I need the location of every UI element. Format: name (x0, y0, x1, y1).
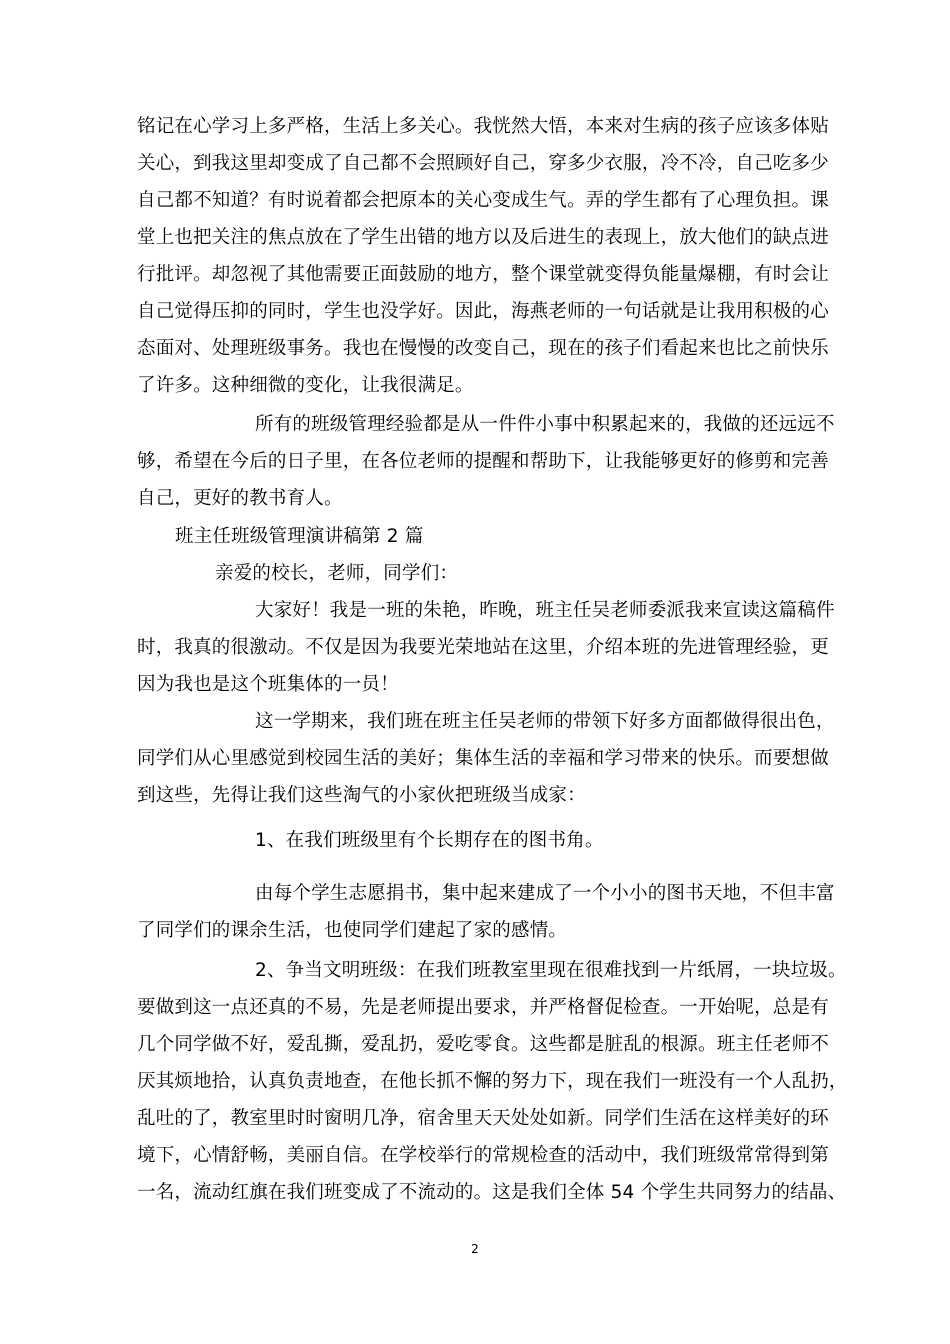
text-line: 态面对、处理班级事务。我也在慢慢的改变自己，现在的孩子们看起来也比之前快乐 (137, 338, 829, 359)
list-item: 2、争当文明班级：在我们班教室里现在很难找到一片纸屑，一块垃圾。 (255, 960, 847, 981)
text-line: 大家好！我是一班的朱艳，昨晚，班主任吴老师委派我来宣读这篇稿件 (255, 600, 835, 621)
text-line: 自己，更好的教书育人。 (137, 488, 343, 509)
text-line: 这一学期来，我们班在班主任吴老师的带领下好多方面都做得很出色， (255, 711, 835, 732)
page-number: 2 (471, 1242, 479, 1256)
text-line: 时，我真的很激动。不仅是因为我要光荣地站在这里，介绍本班的先进管理经验，更 (137, 637, 829, 658)
text-line: 自己都不知道？有时说着都会把原本的关心变成生气。弄的学生都有了心理负担。课 (137, 190, 829, 211)
text-line: 所有的班级管理经验都是从一件件小事中积累起来的，我做的还远远不 (255, 414, 835, 435)
text-line: 乱吐的了，教室里时时窗明几净，宿舍里天天处处如新。同学们生活在这样美好的环 (137, 1108, 829, 1129)
text-line: 了同学们的课余生活，也使同学们建起了家的感情。 (137, 920, 568, 941)
list-item: 1、在我们班级里有个长期存在的图书角。 (255, 830, 604, 851)
text-line: 行批评。却忽视了其他需要正面鼓励的地方，整个课堂就变得负能量爆棚，有时会让 (137, 264, 829, 285)
text-line: 自己觉得压抑的同时，学生也没学好。因此，海燕老师的一句话就是让我用积极的心 (137, 301, 829, 322)
text-line: 几个同学做不好，爱乱撕，爱乱扔，爱吃零食。这些都是脏乱的根源。班主任老师不 (137, 1034, 829, 1055)
text-line: 由每个学生志愿捐书，集中起来建成了一个小小的图书天地，不但丰富 (255, 883, 835, 904)
text-line: 要做到这一点还真的不易，先是老师提出要求，并严格督促检查。一开始呢，总是有 (137, 997, 829, 1018)
text-line: 铭记在心学习上多严格，生活上多关心。我恍然大悟，本来对生病的孩子应该多体贴 (137, 116, 829, 137)
salutation: 亲爱的校长，老师，同学们： (215, 563, 459, 584)
text-line: 堂上也把关注的焦点放在了学生出错的地方以及后进生的表现上，放大他们的缺点进 (137, 227, 829, 248)
text-line: 境下，心情舒畅，美丽自信。在学校举行的常规检查的活动中，我们班级常常得到第 (137, 1145, 829, 1166)
text-line: 了许多。这种细微的变化，让我很满足。 (137, 375, 474, 396)
text-line: 一名，流动红旗在我们班变成了不流动的。这是我们全体 54 个学生共同努力的结晶、 (137, 1182, 847, 1203)
text-line: 够，希望在今后的日子里，在各位老师的提醒和帮助下，让我能够更好的修剪和完善 (137, 451, 829, 472)
section-heading: 班主任班级管理演讲稿第 2 篇 (175, 526, 424, 547)
text-line: 厌其烦地拾，认真负责地查，在他长抓不懈的努力下，现在我们一班没有一个人乱扔， (137, 1071, 848, 1092)
text-line: 关心，到我这里却变成了自己都不会照顾好自己，穿多少衣服，冷不冷，自己吃多少 (137, 153, 829, 174)
text-line: 到这些，先得让我们这些淘气的小家伙把班级当成家： (137, 785, 586, 806)
text-line: 同学们从心里感觉到校园生活的美好；集体生活的幸福和学习带来的快乐。而要想做 (137, 748, 829, 769)
text-line: 因为我也是这个班集体的一员！ (137, 674, 399, 695)
